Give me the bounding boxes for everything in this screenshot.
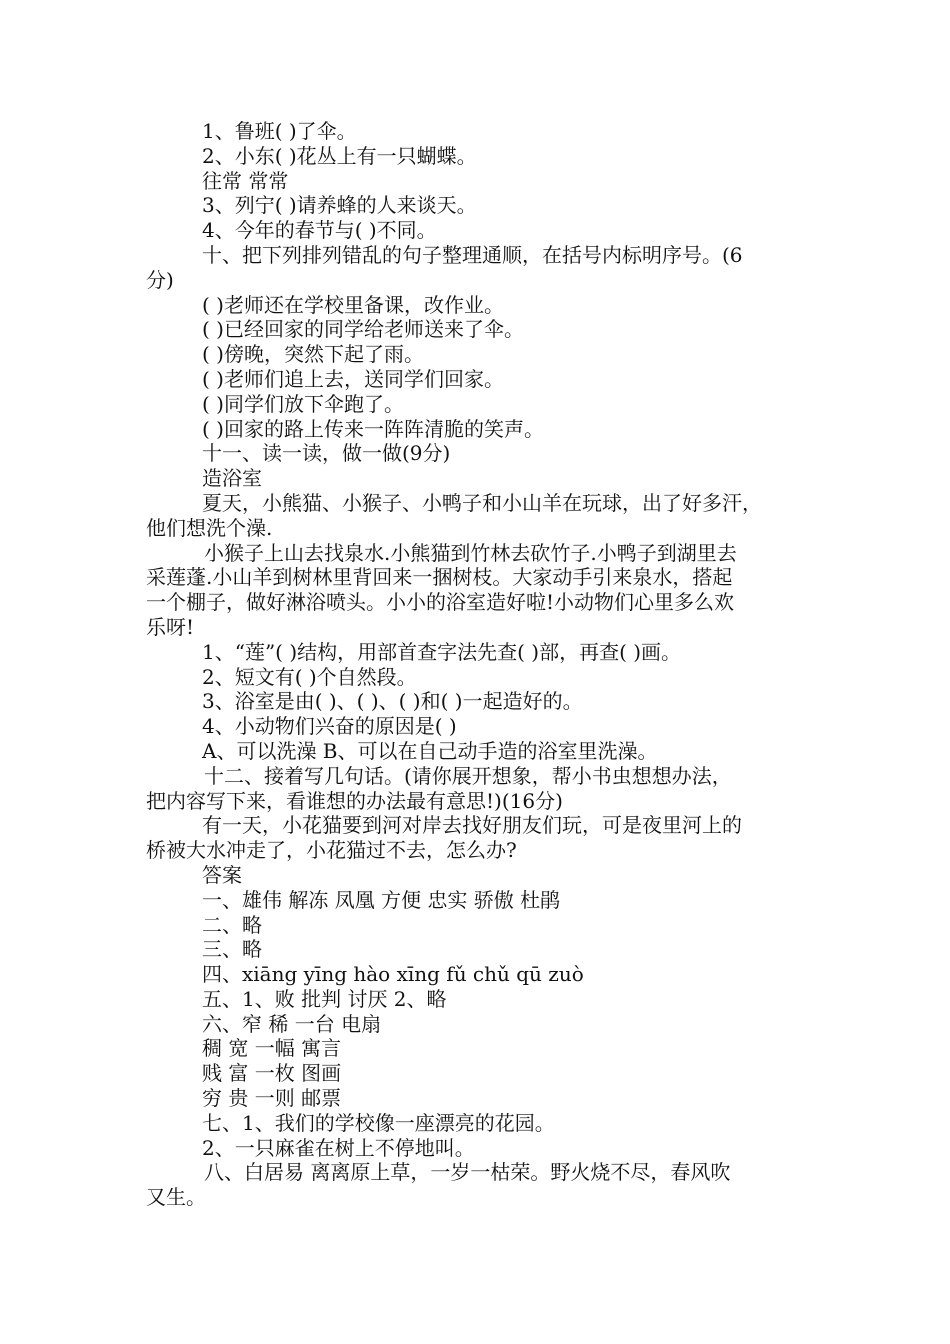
text-line: 2、一只麻雀在树上不停地叫。 — [202, 1135, 475, 1160]
section-heading: 十二、接着写几句话。(请你展开想象，帮小书虫想想办法， — [204, 763, 732, 788]
text-line: 六、窄 稀 一台 电扇 — [202, 1011, 382, 1036]
text-line: 二、略 — [202, 912, 262, 937]
text-line: 往常 常常 — [202, 168, 289, 193]
text-line: 1、“莲”( )结构，用部首查字法先查( )部，再查( )画。 — [202, 639, 682, 664]
section-heading: 十、把下列排列错乱的句子整理通顺，在括号内标明序号。(6 — [202, 242, 743, 267]
text-line: 桥被大水冲走了，小花猫过不去，怎么办? — [146, 838, 517, 863]
text-line: 分) — [146, 267, 174, 292]
text-line: 2、短文有( )个自然段。 — [202, 664, 417, 689]
text-line: 夏天，小熊猫、小猴子、小鸭子和小山羊在玩球，出了好多汗， — [202, 490, 762, 515]
text-line: 一个棚子，做好淋浴喷头。小小的浴室造好啦!小动物们心里多么欢 — [146, 590, 735, 615]
text-line: 八、白居易 离离原上草，一岁一枯荣。野火烧不尽，春风吹 — [204, 1160, 731, 1185]
text-line: ( )老师们追上去，送同学们回家。 — [202, 366, 504, 391]
text-line: 稠 宽 一幅 寓言 — [202, 1036, 342, 1061]
text-line: 4、小动物们兴奋的原因是( ) — [202, 714, 457, 739]
text-line: ( )已经回家的同学给老师送来了伞。 — [202, 317, 524, 342]
passage-title: 造浴室 — [202, 466, 262, 491]
text-line: 采莲蓬.小山羊到树林里背回来一捆树枝。大家动手引来泉水，搭起 — [146, 565, 733, 590]
text-line: 三、略 — [202, 937, 262, 962]
text-line: ( )傍晚，突然下起了雨。 — [202, 342, 424, 367]
text-line: 有一天，小花猫要到河对岸去找好朋友们玩，可是夜里河上的 — [202, 813, 742, 838]
text-line: A、可以洗澡 B、可以在自己动手造的浴室里洗澡。 — [202, 738, 658, 763]
text-line: ( )老师还在学校里备课，改作业。 — [202, 292, 504, 317]
text-line: 3、列宁( )请养蜂的人来谈天。 — [202, 193, 477, 218]
text-line: 把内容写下来，看谁想的办法最有意思!)(16分) — [146, 788, 563, 813]
text-line: 一、雄伟 解冻 凤凰 方便 忠实 骄傲 杜鹃 — [202, 887, 561, 912]
text-line: 四、xiāng yīng hào xīng fǔ chǔ qū zuò — [202, 962, 584, 987]
text-line: 穷 贵 一则 邮票 — [202, 1086, 342, 1111]
text-line: 1、鲁班( )了伞。 — [202, 119, 357, 143]
text-line: 小猴子上山去找泉水.小熊猫到竹林去砍竹子.小鸭子到湖里去 — [204, 540, 737, 565]
text-line: 五、1、败 批判 讨厌 2、略 — [202, 986, 447, 1011]
text-line: 3、浴室是由( )、( )、( )和( )一起造好的。 — [202, 689, 583, 714]
text-line: 乐呀! — [146, 614, 195, 639]
answers-heading: 答案 — [202, 862, 242, 887]
text-line: 七、1、我们的学校像一座漂亮的花园。 — [202, 1110, 555, 1135]
text-line: 贱 富 一枚 图画 — [202, 1061, 342, 1086]
section-heading: 十一、读一读，做一做(9分) — [202, 441, 451, 466]
text-line: 又生。 — [146, 1185, 206, 1210]
text-line: 4、今年的春节与( )不同。 — [202, 218, 437, 243]
text-line: ( )同学们放下伞跑了。 — [202, 391, 404, 416]
text-line: 2、小东( )花丛上有一只蝴蝶。 — [202, 143, 477, 168]
document-body — [146, 119, 826, 1210]
text-line: ( )回家的路上传来一阵阵清脆的笑声。 — [202, 416, 544, 441]
text-line: 他们想洗个澡. — [146, 515, 273, 540]
